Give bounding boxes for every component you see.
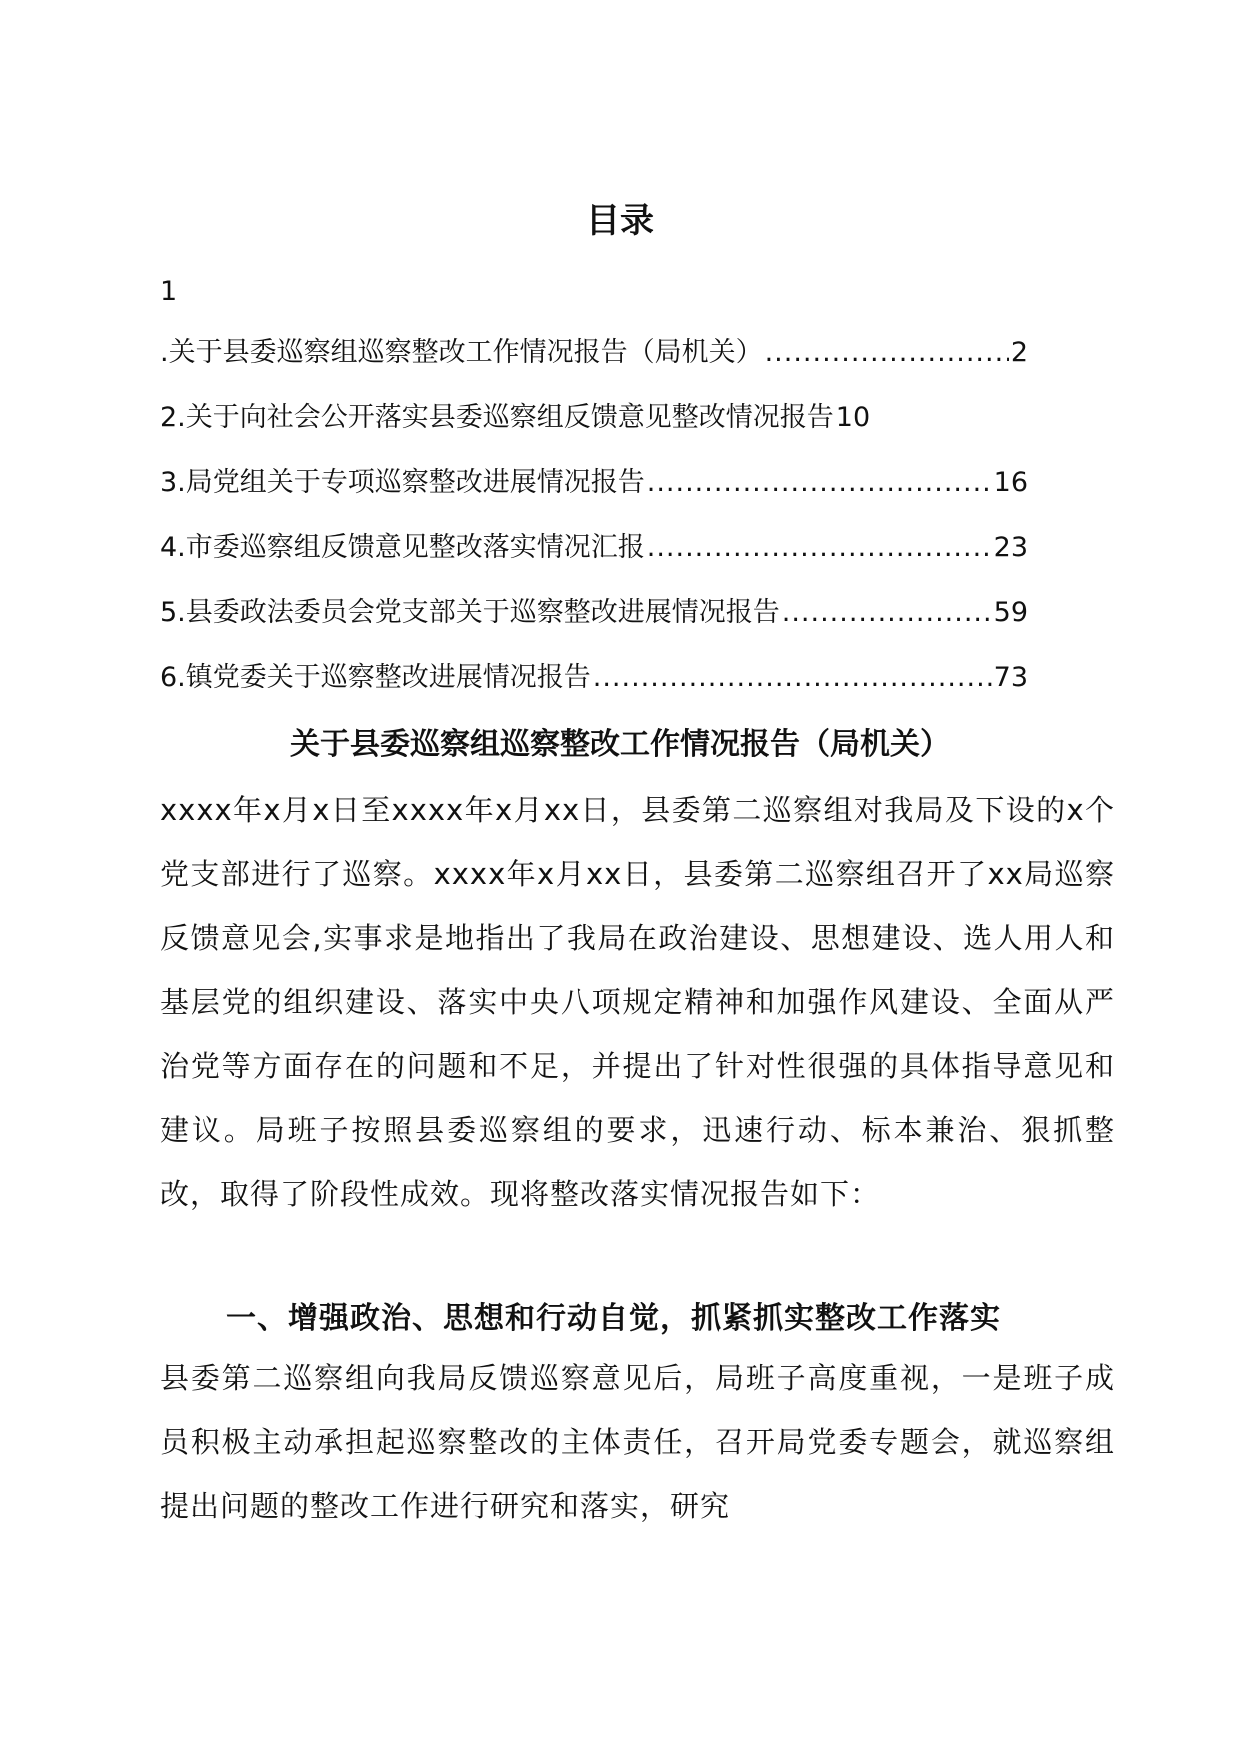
toc-entry-label: 6.镇党委关于巡察整改进展情况报告 — [160, 662, 591, 693]
toc-leader-dots — [782, 593, 992, 633]
toc-leader-dots — [647, 528, 992, 568]
toc-title: 目录 — [586, 201, 654, 241]
toc-entry-label: 4.市委巡察组反馈意见整改落实情况汇报 — [160, 532, 645, 563]
toc-entry[interactable] — [160, 333, 1028, 398]
toc-entry-label: 3.局党组关于专项巡察整改进展情况报告 — [160, 467, 645, 498]
document-title: 关于县委巡察组巡察整改工作情况报告（局机关） — [290, 727, 950, 762]
toc-entry-page: 16 — [993, 467, 1028, 498]
toc-entry[interactable] — [160, 463, 1028, 528]
toc-leader-dots — [593, 658, 992, 698]
toc-entry-page: 10 — [835, 402, 871, 433]
toc-entry-label: 5.县委政法委员会党支部关于巡察整改进展情况报告 — [160, 597, 780, 628]
toc-entry-page: 73 — [993, 662, 1028, 693]
section-heading: 一、增强政治、思想和行动自觉，抓紧抓实整改工作落实 — [226, 1301, 1001, 1336]
toc-entry[interactable] — [160, 528, 1028, 593]
toc-list — [160, 333, 1028, 723]
toc-entry[interactable] — [160, 593, 1028, 658]
toc-entry[interactable] — [160, 398, 1028, 463]
body-paragraph-section1: 县委第二巡察组向我局反馈巡察意见后，局班子高度重视，一是班子成员积极主动承担起巡察整改的主体责任，召开局党委专题会，就巡察组提出问题的整改工作进行研究和落实，研究 — [160, 1361, 1115, 1523]
toc-leader-dots — [647, 463, 992, 503]
toc-entry[interactable] — [160, 658, 1028, 723]
toc-entry-page: 59 — [993, 597, 1028, 628]
toc-entry-label: 2.关于向社会公开落实县委巡察组反馈意见整改情况报告 — [160, 402, 834, 433]
toc-entry-label: .关于县委巡察组巡察整改工作情况报告（局机关） — [160, 337, 763, 368]
toc-entry-page: 2 — [1010, 337, 1028, 368]
toc-leader-dots — [765, 333, 1009, 373]
body-paragraph-intro: xxxx年x月x日至xxxx年x月xx日，县委第二巡察组对我局及下设的x个党支部进行了巡察。xxxx年x月xx日，县委第二巡察组召开了xx局巡察反馈意见会,实事求是地指出了我局在政治建设、思想建设、选人用人和基层党的组织建设、落实中央八项规定精神和加强作风建设、全面从严治党等方面存在的问题和不足，并提出了针对性很强的具体指导意见和建议。局班子按照县委巡察组的要求，迅速行动、标本兼治、狠抓整改，取得了阶段性成效。现将整改落实情况报告如下： — [160, 793, 1115, 1211]
toc-entry-page: 23 — [993, 532, 1028, 563]
toc-number-line: 1 — [160, 276, 178, 307]
